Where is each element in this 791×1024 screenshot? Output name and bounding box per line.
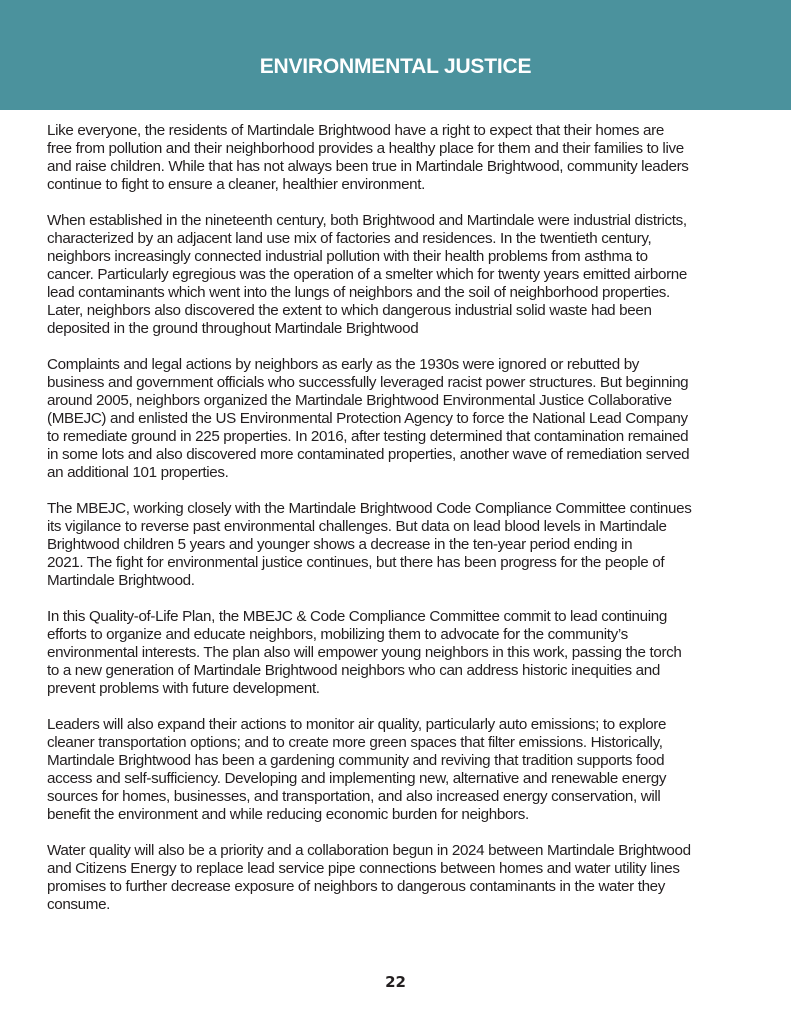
paragraph: [47, 500, 767, 590]
text-line: cancer. Particularly egregious was the operation of a smelter which for twenty years emitted airborne: [47, 266, 687, 283]
paragraph: [47, 842, 767, 914]
text-line: environmental interests. The plan also will empower young neighbors in this work, passing the torch: [47, 644, 682, 661]
paragraph: [47, 716, 767, 824]
text-line: and raise children. While that has not always been true in Martindale Brightwood, community leaders: [47, 158, 689, 175]
text-line: (MBEJC) and enlisted the US Environmental Protection Agency to force the National Lead Company: [47, 410, 688, 427]
text-line: sources for homes, businesses, and transportation, and also increased energy conservation, will: [47, 788, 661, 805]
text-line: characterized by an adjacent land use mix of factories and residences. In the twentieth century,: [47, 230, 652, 247]
text-line: cleaner transportation options; and to create more green spaces that filter emissions. Historically,: [47, 734, 663, 751]
text-line: promises to further decrease exposure of neighbors to dangerous contaminants in the water they: [47, 878, 666, 895]
text-line: deposited in the ground throughout Martindale Brightwood: [47, 320, 419, 337]
text-line: Later, neighbors also discovered the extent to which dangerous industrial solid waste had been: [47, 302, 652, 319]
paragraph: [47, 608, 767, 698]
text-line: consume.: [47, 896, 111, 913]
text-line: to a new generation of Martindale Brightwood neighbors who can address historic inequities and: [47, 662, 660, 679]
text-line: access and self-sufficiency. Developing and implementing new, alternative and renewable energy: [47, 770, 667, 787]
text-line: an additional 101 properties.: [47, 464, 229, 481]
text-line: Water quality will also be a priority and a collaboration begun in 2024 between Martindale Brightwood: [47, 842, 691, 859]
text-line: Complaints and legal actions by neighbors as early as the 1930s were ignored or rebutted by: [47, 356, 640, 373]
text-line: When established in the nineteenth century, both Brightwood and Martindale were industrial districts,: [47, 212, 687, 229]
text-line: Like everyone, the residents of Martindale Brightwood have a right to expect that their homes are: [47, 122, 664, 139]
text-line: in some lots and also discovered more contaminated properties, another wave of remediation served: [47, 446, 690, 463]
text-line: efforts to organize and educate neighbors, mobilizing them to advocate for the community’s: [47, 626, 628, 643]
text-line: Brightwood children 5 years and younger shows a decrease in the ten-year period ending in: [47, 536, 633, 553]
text-line: around 2005, neighbors organized the Martindale Brightwood Environmental Justice Collaborative: [47, 392, 672, 409]
text-line: prevent problems with future development.: [47, 680, 320, 697]
text-line: benefit the environment and while reducing economic burden for neighbors.: [47, 806, 529, 823]
paragraph: [47, 356, 767, 482]
text-line: business and government officials who successfully leveraged racist power structures. But beginning: [47, 374, 689, 391]
text-line: neighbors increasingly connected industrial pollution with their health problems from asthma to: [47, 248, 648, 265]
page-number: 22: [385, 973, 406, 991]
text-line: to remediate ground in 225 properties. In 2016, after testing determined that contamination remained: [47, 428, 689, 445]
text-line: In this Quality-of-Life Plan, the MBEJC & Code Compliance Committee commit to lead continuing: [47, 608, 667, 625]
text-line: Martindale Brightwood has been a gardening community and reviving that tradition supports food: [47, 752, 665, 769]
text-line: and Citizens Energy to replace lead service pipe connections between homes and water utility lines: [47, 860, 680, 877]
text-line: 2021. The fight for environmental justice continues, but there has been progress for the people of: [47, 554, 665, 571]
text-line: continue to fight to ensure a cleaner, healthier environment.: [47, 176, 425, 193]
text-line: its vigilance to reverse past environmental challenges. But data on lead blood levels in Martindale: [47, 518, 667, 535]
text-line: Martindale Brightwood.: [47, 572, 195, 589]
paragraph: [47, 212, 767, 338]
page-title: ENVIRONMENTAL JUSTICE: [259, 55, 532, 78]
paragraph: [47, 122, 767, 194]
text-line: The MBEJC, working closely with the Martindale Brightwood Code Compliance Committee continues: [47, 500, 692, 517]
text-line: Leaders will also expand their actions to monitor air quality, particularly auto emissions; to explore: [47, 716, 667, 733]
text-line: lead contaminants which went into the lungs of neighbors and the soil of neighborhood properties.: [47, 284, 670, 301]
document-body: [47, 122, 767, 932]
text-line: free from pollution and their neighborhood provides a healthy place for them and their families to live: [47, 140, 684, 157]
